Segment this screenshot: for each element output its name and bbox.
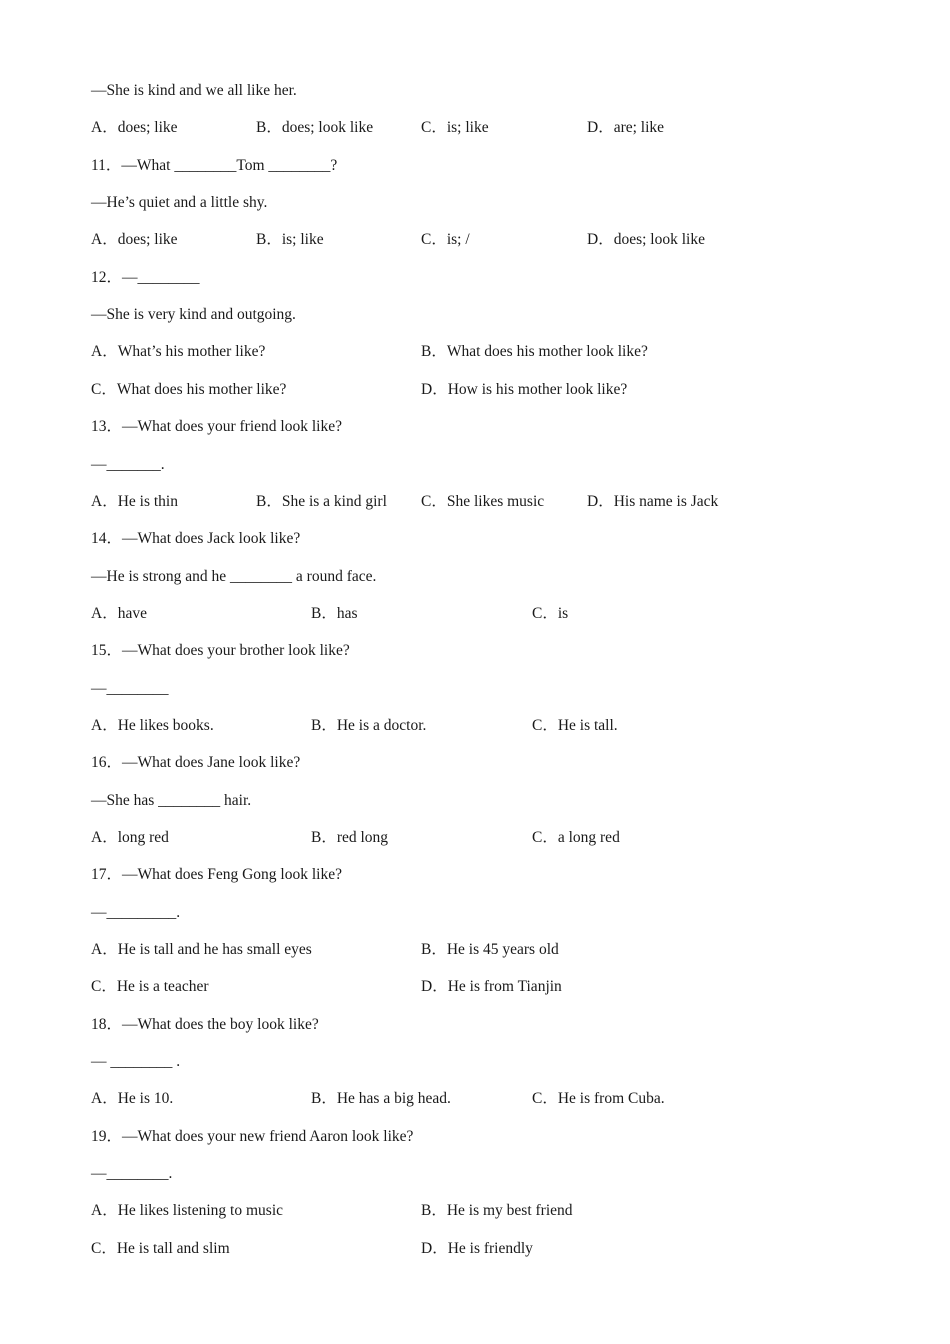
q13-option-a: A．He is thin [91,493,178,510]
q11-option-b: B．is; like [256,231,324,248]
q10-answer-line: —She is kind and we all like her. [91,82,297,99]
q12-option-a: A．What’s his mother like? [91,343,266,360]
q16-question: 16．—What does Jane look like? [91,754,301,771]
q11-option-c: C．is; / [421,231,470,248]
q19-option-a: A．He likes listening to music [91,1202,284,1219]
q11-option-d: D．does; look like [587,231,705,248]
q12-option-b: B．What does his mother look like? [421,343,648,360]
q14-option-c: C．is [532,605,569,622]
q17-option-d: D．He is from Tianjin [421,978,562,995]
q13-question: 13．—What does your friend look like? [91,418,342,435]
q19-option-d: D．He is friendly [421,1240,533,1257]
q17-option-c: C．He is a teacher [91,978,209,995]
q19-option-c: C．He is tall and slim [91,1240,230,1257]
q10-option-d: D．are; like [587,119,665,136]
q10-option-b: B．does; look like [256,119,374,136]
q13-option-c: C．She likes music [421,493,545,510]
q17-question: 17．—What does Feng Gong look like? [91,866,342,883]
q18-option-b: B．He has a big head. [311,1090,451,1107]
q19-question: 19．—What does your new friend Aaron look like? [91,1128,414,1145]
q18-answer-line: — ________ . [91,1053,181,1070]
q14-question: 14．—What does Jack look like? [91,530,301,547]
q17-answer-line: —_________. [91,904,181,921]
q14-option-a: A．have [91,605,147,622]
q12-question: 12．—________ [91,269,200,286]
q18-option-c: C．He is from Cuba. [532,1090,665,1107]
q16-option-b: B．red long [311,829,389,846]
q19-answer-line: —________. [91,1165,173,1182]
q11-option-a: A．does; like [91,231,178,248]
q17-option-a: A．He is tall and he has small eyes [91,941,312,958]
q13-answer-line: —_______. [91,456,165,473]
q15-answer-line: —________ [91,680,169,697]
q10-option-c: C．is; like [421,119,489,136]
q14-answer-line: —He is strong and he ________ a round face. [91,568,377,585]
q11-answer-line: —He’s quiet and a little shy. [91,194,268,211]
q12-option-d: D．How is his mother look like? [421,381,628,398]
q18-question: 18．—What does the boy look like? [91,1016,319,1033]
q14-option-b: B．has [311,605,358,622]
q19-option-b: B．He is my best friend [421,1202,573,1219]
q10-option-a: A．does; like [91,119,178,136]
q16-answer-line: —She has ________ hair. [91,792,252,809]
q13-option-d: D．His name is Jack [587,493,719,510]
q15-option-a: A．He likes books. [91,717,214,734]
q18-option-a: A．He is 10. [91,1090,174,1107]
q12-answer-line: —She is very kind and outgoing. [91,306,296,323]
q15-option-b: B．He is a doctor. [311,717,427,734]
q16-option-c: C．a long red [532,829,620,846]
q17-option-b: B．He is 45 years old [421,941,559,958]
q16-option-a: A．long red [91,829,169,846]
q15-option-c: C．He is tall. [532,717,618,734]
q15-question: 15．—What does your brother look like? [91,642,350,659]
q12-option-c: C．What does his mother like? [91,381,287,398]
q13-option-b: B．She is a kind girl [256,493,387,510]
q11-question: 11．—What ________Tom ________? [91,157,338,174]
